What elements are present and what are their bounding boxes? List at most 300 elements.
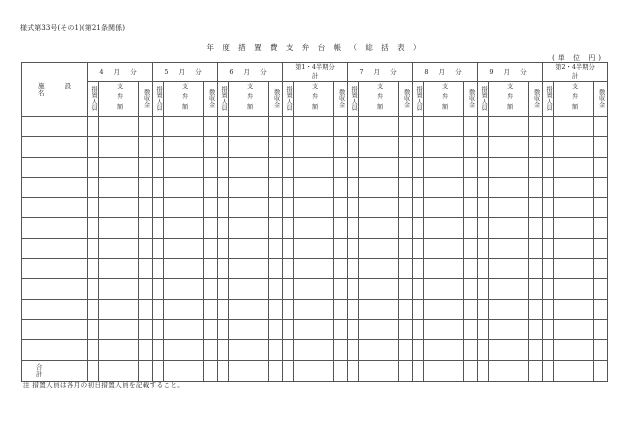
amount-cell[interactable] (88, 340, 99, 360)
amount-cell[interactable] (413, 299, 424, 319)
amount-cell[interactable] (478, 340, 489, 360)
amount-cell[interactable] (359, 319, 399, 339)
total-cell[interactable] (139, 360, 153, 381)
amount-cell[interactable] (413, 137, 424, 157)
amount-cell[interactable] (399, 198, 413, 218)
amount-cell[interactable] (88, 279, 99, 299)
amount-cell[interactable] (543, 299, 554, 319)
amount-cell[interactable] (88, 299, 99, 319)
amount-cell[interactable] (399, 218, 413, 238)
amount-cell[interactable] (229, 117, 269, 137)
amount-cell[interactable] (88, 319, 99, 339)
amount-cell[interactable] (413, 238, 424, 258)
amount-cell[interactable] (334, 177, 348, 197)
amount-cell[interactable] (413, 259, 424, 279)
amount-cell[interactable] (489, 137, 529, 157)
amount-cell[interactable] (359, 137, 399, 157)
amount-cell[interactable] (229, 238, 269, 258)
amount-cell[interactable] (399, 340, 413, 360)
amount-cell[interactable] (348, 177, 359, 197)
amount-cell[interactable] (543, 198, 554, 218)
amount-cell[interactable] (543, 137, 554, 157)
amount-cell[interactable] (348, 117, 359, 137)
amount-cell[interactable] (478, 157, 489, 177)
amount-cell[interactable] (359, 157, 399, 177)
amount-cell[interactable] (164, 137, 204, 157)
amount-cell[interactable] (464, 259, 478, 279)
amount-cell[interactable] (269, 319, 283, 339)
amount-cell[interactable] (164, 177, 204, 197)
amount-cell[interactable] (164, 198, 204, 218)
amount-cell[interactable] (218, 137, 229, 157)
amount-cell[interactable] (164, 238, 204, 258)
amount-cell[interactable] (543, 177, 554, 197)
amount-cell[interactable] (218, 238, 229, 258)
amount-cell[interactable] (464, 218, 478, 238)
amount-cell[interactable] (99, 198, 139, 218)
amount-cell[interactable] (399, 259, 413, 279)
amount-cell[interactable] (99, 117, 139, 137)
amount-cell[interactable] (424, 198, 464, 218)
amount-cell[interactable] (543, 259, 554, 279)
amount-cell[interactable] (88, 259, 99, 279)
amount-cell[interactable] (218, 319, 229, 339)
total-cell[interactable] (229, 360, 269, 381)
amount-cell[interactable] (554, 198, 594, 218)
amount-cell[interactable] (359, 340, 399, 360)
amount-cell[interactable] (464, 340, 478, 360)
amount-cell[interactable] (139, 198, 153, 218)
amount-cell[interactable] (359, 198, 399, 218)
facility-name-cell[interactable] (22, 259, 88, 279)
amount-cell[interactable] (413, 340, 424, 360)
amount-cell[interactable] (464, 177, 478, 197)
facility-name-cell[interactable] (22, 319, 88, 339)
amount-cell[interactable] (594, 340, 608, 360)
amount-cell[interactable] (99, 279, 139, 299)
amount-cell[interactable] (294, 137, 334, 157)
amount-cell[interactable] (218, 340, 229, 360)
amount-cell[interactable] (424, 117, 464, 137)
amount-cell[interactable] (359, 299, 399, 319)
amount-cell[interactable] (269, 117, 283, 137)
amount-cell[interactable] (139, 238, 153, 258)
amount-cell[interactable] (554, 319, 594, 339)
amount-cell[interactable] (294, 340, 334, 360)
amount-cell[interactable] (204, 117, 218, 137)
amount-cell[interactable] (464, 157, 478, 177)
amount-cell[interactable] (204, 299, 218, 319)
amount-cell[interactable] (348, 319, 359, 339)
amount-cell[interactable] (294, 259, 334, 279)
amount-cell[interactable] (204, 279, 218, 299)
amount-cell[interactable] (139, 218, 153, 238)
amount-cell[interactable] (204, 319, 218, 339)
amount-cell[interactable] (594, 259, 608, 279)
facility-name-cell[interactable] (22, 218, 88, 238)
amount-cell[interactable] (164, 117, 204, 137)
amount-cell[interactable] (218, 218, 229, 238)
amount-cell[interactable] (283, 177, 294, 197)
amount-cell[interactable] (399, 299, 413, 319)
amount-cell[interactable] (489, 177, 529, 197)
amount-cell[interactable] (529, 157, 543, 177)
total-cell[interactable] (204, 360, 218, 381)
amount-cell[interactable] (218, 157, 229, 177)
amount-cell[interactable] (359, 218, 399, 238)
amount-cell[interactable] (283, 137, 294, 157)
amount-cell[interactable] (529, 259, 543, 279)
amount-cell[interactable] (348, 137, 359, 157)
amount-cell[interactable] (529, 177, 543, 197)
amount-cell[interactable] (153, 319, 164, 339)
amount-cell[interactable] (529, 117, 543, 137)
amount-cell[interactable] (489, 340, 529, 360)
amount-cell[interactable] (529, 340, 543, 360)
amount-cell[interactable] (269, 218, 283, 238)
amount-cell[interactable] (229, 259, 269, 279)
amount-cell[interactable] (478, 198, 489, 218)
amount-cell[interactable] (334, 137, 348, 157)
amount-cell[interactable] (478, 259, 489, 279)
amount-cell[interactable] (348, 198, 359, 218)
total-cell[interactable] (164, 360, 204, 381)
amount-cell[interactable] (399, 238, 413, 258)
amount-cell[interactable] (204, 218, 218, 238)
amount-cell[interactable] (489, 319, 529, 339)
total-cell[interactable] (489, 360, 529, 381)
amount-cell[interactable] (229, 218, 269, 238)
amount-cell[interactable] (334, 279, 348, 299)
amount-cell[interactable] (543, 340, 554, 360)
amount-cell[interactable] (153, 157, 164, 177)
amount-cell[interactable] (153, 238, 164, 258)
facility-name-cell[interactable] (22, 299, 88, 319)
amount-cell[interactable] (283, 238, 294, 258)
amount-cell[interactable] (348, 299, 359, 319)
amount-cell[interactable] (153, 198, 164, 218)
amount-cell[interactable] (139, 177, 153, 197)
amount-cell[interactable] (204, 177, 218, 197)
amount-cell[interactable] (413, 218, 424, 238)
amount-cell[interactable] (164, 259, 204, 279)
amount-cell[interactable] (594, 117, 608, 137)
amount-cell[interactable] (359, 259, 399, 279)
amount-cell[interactable] (554, 279, 594, 299)
amount-cell[interactable] (283, 340, 294, 360)
amount-cell[interactable] (478, 177, 489, 197)
amount-cell[interactable] (554, 340, 594, 360)
amount-cell[interactable] (399, 279, 413, 299)
amount-cell[interactable] (529, 319, 543, 339)
amount-cell[interactable] (424, 238, 464, 258)
amount-cell[interactable] (294, 117, 334, 137)
amount-cell[interactable] (489, 157, 529, 177)
amount-cell[interactable] (359, 117, 399, 137)
amount-cell[interactable] (594, 238, 608, 258)
amount-cell[interactable] (218, 259, 229, 279)
amount-cell[interactable] (269, 238, 283, 258)
amount-cell[interactable] (348, 218, 359, 238)
amount-cell[interactable] (399, 319, 413, 339)
amount-cell[interactable] (204, 340, 218, 360)
amount-cell[interactable] (529, 198, 543, 218)
amount-cell[interactable] (164, 340, 204, 360)
amount-cell[interactable] (139, 279, 153, 299)
facility-name-cell[interactable] (22, 279, 88, 299)
amount-cell[interactable] (529, 238, 543, 258)
amount-cell[interactable] (139, 259, 153, 279)
amount-cell[interactable] (153, 218, 164, 238)
amount-cell[interactable] (543, 117, 554, 137)
amount-cell[interactable] (88, 177, 99, 197)
amount-cell[interactable] (269, 279, 283, 299)
amount-cell[interactable] (529, 279, 543, 299)
amount-cell[interactable] (218, 299, 229, 319)
facility-name-cell[interactable] (22, 198, 88, 218)
amount-cell[interactable] (399, 137, 413, 157)
amount-cell[interactable] (489, 259, 529, 279)
amount-cell[interactable] (529, 218, 543, 238)
amount-cell[interactable] (218, 279, 229, 299)
amount-cell[interactable] (139, 157, 153, 177)
amount-cell[interactable] (413, 177, 424, 197)
amount-cell[interactable] (153, 177, 164, 197)
amount-cell[interactable] (489, 238, 529, 258)
total-cell[interactable] (334, 360, 348, 381)
amount-cell[interactable] (348, 157, 359, 177)
amount-cell[interactable] (594, 279, 608, 299)
amount-cell[interactable] (229, 319, 269, 339)
amount-cell[interactable] (334, 259, 348, 279)
amount-cell[interactable] (139, 340, 153, 360)
amount-cell[interactable] (594, 177, 608, 197)
amount-cell[interactable] (348, 259, 359, 279)
amount-cell[interactable] (269, 157, 283, 177)
amount-cell[interactable] (543, 238, 554, 258)
amount-cell[interactable] (594, 299, 608, 319)
total-cell[interactable] (153, 360, 164, 381)
amount-cell[interactable] (554, 238, 594, 258)
amount-cell[interactable] (283, 218, 294, 238)
amount-cell[interactable] (218, 177, 229, 197)
facility-name-cell[interactable] (22, 340, 88, 360)
amount-cell[interactable] (204, 137, 218, 157)
amount-cell[interactable] (269, 340, 283, 360)
amount-cell[interactable] (594, 198, 608, 218)
amount-cell[interactable] (153, 259, 164, 279)
facility-name-cell[interactable] (22, 177, 88, 197)
amount-cell[interactable] (348, 340, 359, 360)
amount-cell[interactable] (489, 218, 529, 238)
amount-cell[interactable] (139, 137, 153, 157)
amount-cell[interactable] (489, 279, 529, 299)
amount-cell[interactable] (478, 218, 489, 238)
amount-cell[interactable] (218, 198, 229, 218)
amount-cell[interactable] (478, 238, 489, 258)
amount-cell[interactable] (283, 319, 294, 339)
amount-cell[interactable] (153, 279, 164, 299)
amount-cell[interactable] (88, 218, 99, 238)
amount-cell[interactable] (153, 117, 164, 137)
amount-cell[interactable] (294, 198, 334, 218)
amount-cell[interactable] (99, 177, 139, 197)
amount-cell[interactable] (543, 319, 554, 339)
amount-cell[interactable] (594, 137, 608, 157)
amount-cell[interactable] (153, 137, 164, 157)
total-cell[interactable] (413, 360, 424, 381)
amount-cell[interactable] (464, 279, 478, 299)
amount-cell[interactable] (464, 137, 478, 157)
amount-cell[interactable] (464, 117, 478, 137)
amount-cell[interactable] (554, 137, 594, 157)
amount-cell[interactable] (554, 299, 594, 319)
amount-cell[interactable] (294, 279, 334, 299)
amount-cell[interactable] (334, 218, 348, 238)
amount-cell[interactable] (164, 279, 204, 299)
amount-cell[interactable] (334, 198, 348, 218)
amount-cell[interactable] (164, 218, 204, 238)
amount-cell[interactable] (283, 259, 294, 279)
amount-cell[interactable] (594, 319, 608, 339)
amount-cell[interactable] (413, 198, 424, 218)
amount-cell[interactable] (88, 238, 99, 258)
amount-cell[interactable] (99, 259, 139, 279)
total-cell[interactable] (99, 360, 139, 381)
amount-cell[interactable] (294, 319, 334, 339)
amount-cell[interactable] (99, 319, 139, 339)
amount-cell[interactable] (153, 340, 164, 360)
amount-cell[interactable] (218, 117, 229, 137)
amount-cell[interactable] (413, 279, 424, 299)
total-cell[interactable] (543, 360, 554, 381)
amount-cell[interactable] (294, 157, 334, 177)
amount-cell[interactable] (424, 177, 464, 197)
amount-cell[interactable] (88, 157, 99, 177)
amount-cell[interactable] (99, 157, 139, 177)
amount-cell[interactable] (99, 340, 139, 360)
amount-cell[interactable] (229, 198, 269, 218)
amount-cell[interactable] (478, 117, 489, 137)
amount-cell[interactable] (88, 117, 99, 137)
amount-cell[interactable] (424, 279, 464, 299)
amount-cell[interactable] (204, 259, 218, 279)
amount-cell[interactable] (334, 340, 348, 360)
amount-cell[interactable] (204, 198, 218, 218)
amount-cell[interactable] (229, 157, 269, 177)
amount-cell[interactable] (464, 238, 478, 258)
amount-cell[interactable] (164, 299, 204, 319)
total-cell[interactable] (478, 360, 489, 381)
amount-cell[interactable] (229, 299, 269, 319)
amount-cell[interactable] (543, 279, 554, 299)
facility-name-cell[interactable] (22, 157, 88, 177)
amount-cell[interactable] (478, 319, 489, 339)
facility-name-cell[interactable] (22, 238, 88, 258)
amount-cell[interactable] (269, 198, 283, 218)
amount-cell[interactable] (413, 117, 424, 137)
amount-cell[interactable] (543, 218, 554, 238)
amount-cell[interactable] (204, 157, 218, 177)
amount-cell[interactable] (283, 157, 294, 177)
amount-cell[interactable] (489, 299, 529, 319)
amount-cell[interactable] (424, 340, 464, 360)
amount-cell[interactable] (269, 177, 283, 197)
amount-cell[interactable] (229, 177, 269, 197)
total-cell[interactable] (424, 360, 464, 381)
amount-cell[interactable] (359, 238, 399, 258)
amount-cell[interactable] (204, 238, 218, 258)
amount-cell[interactable] (334, 157, 348, 177)
facility-name-cell[interactable] (22, 117, 88, 137)
amount-cell[interactable] (399, 157, 413, 177)
amount-cell[interactable] (478, 137, 489, 157)
amount-cell[interactable] (139, 117, 153, 137)
amount-cell[interactable] (594, 157, 608, 177)
amount-cell[interactable] (424, 157, 464, 177)
amount-cell[interactable] (543, 157, 554, 177)
amount-cell[interactable] (153, 299, 164, 319)
amount-cell[interactable] (424, 299, 464, 319)
amount-cell[interactable] (229, 279, 269, 299)
total-cell[interactable] (464, 360, 478, 381)
amount-cell[interactable] (139, 299, 153, 319)
amount-cell[interactable] (399, 117, 413, 137)
amount-cell[interactable] (554, 157, 594, 177)
amount-cell[interactable] (424, 137, 464, 157)
amount-cell[interactable] (359, 279, 399, 299)
amount-cell[interactable] (88, 198, 99, 218)
amount-cell[interactable] (164, 319, 204, 339)
amount-cell[interactable] (334, 319, 348, 339)
amount-cell[interactable] (413, 319, 424, 339)
amount-cell[interactable] (529, 299, 543, 319)
total-cell[interactable] (88, 360, 99, 381)
amount-cell[interactable] (554, 117, 594, 137)
amount-cell[interactable] (294, 299, 334, 319)
amount-cell[interactable] (283, 117, 294, 137)
amount-cell[interactable] (99, 218, 139, 238)
amount-cell[interactable] (489, 117, 529, 137)
total-cell[interactable] (283, 360, 294, 381)
amount-cell[interactable] (413, 157, 424, 177)
amount-cell[interactable] (478, 279, 489, 299)
facility-name-cell[interactable] (22, 137, 88, 157)
amount-cell[interactable] (424, 218, 464, 238)
amount-cell[interactable] (348, 238, 359, 258)
amount-cell[interactable] (283, 198, 294, 218)
amount-cell[interactable] (424, 319, 464, 339)
total-cell[interactable] (554, 360, 594, 381)
total-cell[interactable] (399, 360, 413, 381)
amount-cell[interactable] (229, 137, 269, 157)
amount-cell[interactable] (424, 259, 464, 279)
amount-cell[interactable] (269, 299, 283, 319)
total-cell[interactable] (348, 360, 359, 381)
total-cell[interactable] (529, 360, 543, 381)
amount-cell[interactable] (294, 238, 334, 258)
amount-cell[interactable] (283, 279, 294, 299)
amount-cell[interactable] (283, 299, 294, 319)
amount-cell[interactable] (334, 117, 348, 137)
amount-cell[interactable] (229, 340, 269, 360)
amount-cell[interactable] (554, 177, 594, 197)
amount-cell[interactable] (294, 218, 334, 238)
amount-cell[interactable] (334, 238, 348, 258)
amount-cell[interactable] (464, 299, 478, 319)
total-cell[interactable] (594, 360, 608, 381)
amount-cell[interactable] (99, 238, 139, 258)
